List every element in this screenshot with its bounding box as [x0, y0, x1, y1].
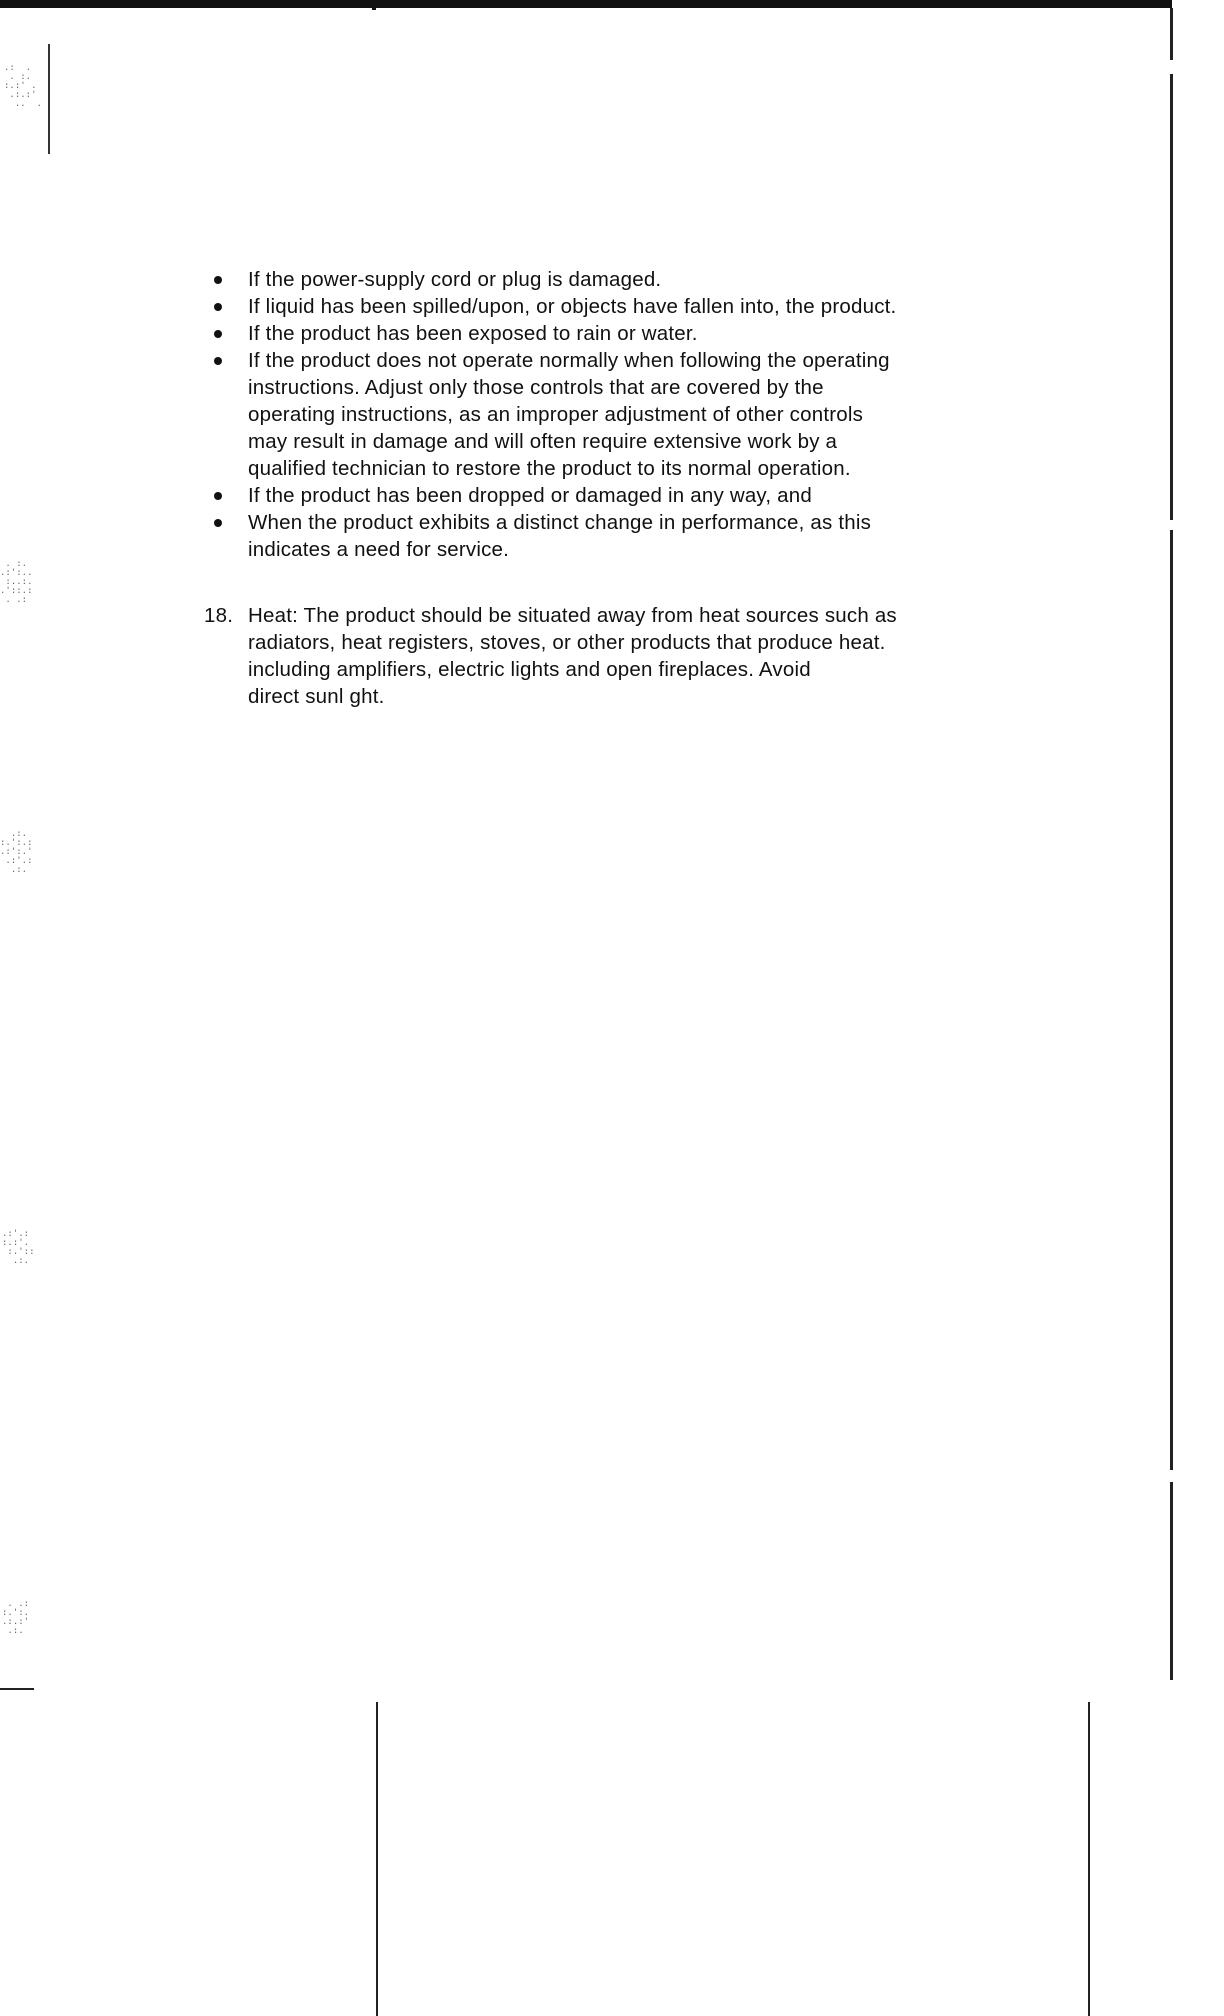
scan-column-line [376, 1702, 378, 2016]
bullet-line: If the product has been dropped or damaged in any way, and [248, 484, 812, 507]
bullet-line: instructions. Adjust only those controls that are covered by the [248, 376, 824, 399]
scan-top-border [0, 0, 1172, 8]
scan-border-gap [1170, 60, 1173, 74]
bullet-icon [214, 519, 222, 527]
bullet-line: If the power-supply cord or plug is damaged. [248, 268, 662, 291]
bullet-item [200, 482, 1080, 509]
numbered-item-heat [200, 602, 1080, 710]
item-line: including amplifiers, electric lights and open fireplaces. Avoid [248, 658, 811, 681]
scan-noise: .:. :.':.: .:':.' .:'.: .:. [0, 829, 33, 875]
bullet-item [200, 266, 1080, 293]
bullet-line: When the product exhibits a distinct change in performance, as this [248, 511, 872, 534]
bullet-item [200, 347, 1080, 482]
scan-noise: .:'.: :.:'. :.':: .:. [2, 1229, 35, 1266]
scan-top-notch [372, 0, 376, 10]
scan-right-border [1170, 8, 1173, 1680]
bullet-icon [214, 492, 222, 500]
document-body [200, 266, 1080, 710]
scan-column-line [1088, 1702, 1090, 2016]
bullet-icon [214, 276, 222, 284]
scan-border-gap [1170, 1470, 1173, 1482]
bullet-line: indicates a need for service. [248, 538, 510, 561]
item-number: 18. [204, 604, 234, 627]
item-line: direct sunl ght. [248, 685, 385, 708]
scan-left-mark [48, 44, 50, 154]
bullet-line: If the product has been exposed to rain or water. [248, 322, 698, 345]
bullet-line: If liquid has been spilled/upon, or objects have fallen into, the product. [248, 295, 897, 318]
scan-border-gap [1170, 520, 1173, 530]
scan-noise: .: . . :. :.:' . .:.:' .. . [4, 63, 42, 109]
bullet-icon [214, 330, 222, 338]
scan-bottom-mark [0, 1688, 34, 1690]
item-line: radiators, heat registers, stoves, or other products that produce heat. [248, 631, 886, 654]
bullet-list [200, 266, 1080, 563]
item-line: Heat: The product should be situated away from heat sources such as [248, 604, 897, 627]
bullet-item [200, 320, 1080, 347]
bullet-line: may result in damage and will often require extensive work by a [248, 430, 838, 453]
bullet-icon [214, 303, 222, 311]
bullet-line: qualified technician to restore the product to its normal operation. [248, 457, 851, 480]
bullet-item [200, 293, 1080, 320]
bullet-line: If the product does not operate normally when following the operating [248, 349, 890, 372]
bullet-icon [214, 357, 222, 365]
bullet-item [200, 509, 1080, 563]
bullet-line: operating instructions, as an improper adjustment of other controls [248, 403, 864, 426]
scan-noise: . :. .:':.. :..:. .'::.: . .: [0, 559, 33, 605]
scan-noise: . .: :.':. .:.:' .:. [2, 1599, 30, 1636]
